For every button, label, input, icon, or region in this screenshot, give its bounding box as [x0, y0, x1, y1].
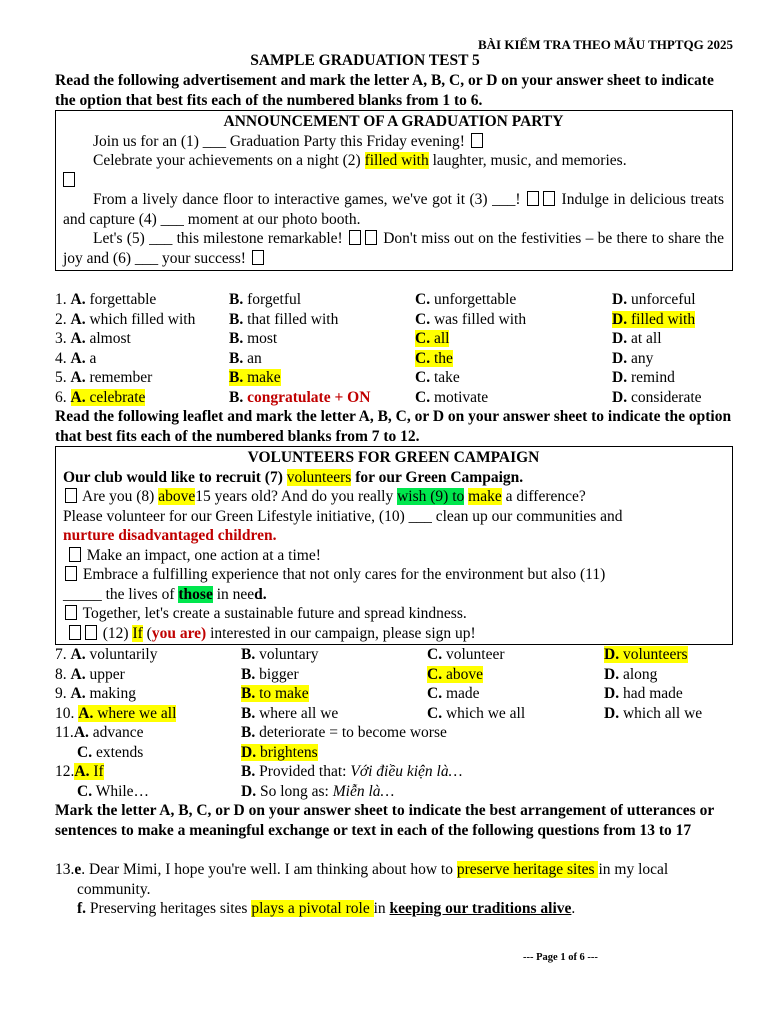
advertisement-box [55, 110, 733, 271]
question-row [55, 349, 733, 369]
option-c: unforgettable [433, 291, 517, 308]
option-c: volunteer [445, 646, 505, 663]
leaflet-line-3: Please volunteer for our Green Lifestyle initiative, (10) ___ clean up our communities and [63, 507, 623, 525]
option-c: which we all [445, 704, 526, 722]
leaflet-green-highlight: those [178, 585, 213, 603]
q-number: 3. [55, 330, 67, 347]
option-letter: D. [241, 743, 257, 761]
option-d: along [622, 665, 658, 683]
answer-highlight [241, 744, 318, 761]
page-footer: --- Page 1 of 6 --- [523, 952, 598, 963]
option-letter: B. [241, 646, 256, 663]
option-b: to make [259, 685, 309, 702]
ad-line-4-end: Don't miss out on the festivities – be there to share the joy and (6) ___ your success! [63, 230, 724, 267]
option-c: made [445, 685, 480, 702]
option-letter: A. [70, 685, 86, 702]
leaflet-red-note: nurture disadvantaged children. [63, 527, 277, 544]
instruction-1: Read the following advertisement and mark the letter A, B, C, or D on your answer sheet to indicate the option that best fits each of the numbered blanks from 1 to 6. [55, 72, 714, 109]
q13-text: in [373, 900, 390, 917]
option-d: unforceful [630, 291, 696, 308]
question-row [55, 368, 733, 388]
option-b: that filled with [247, 310, 339, 328]
page-title: SAMPLE GRADUATION TEST 5 [250, 52, 480, 69]
option-letter: C. [427, 685, 443, 702]
leaflet-line-4: Make an impact, one action at a time! [82, 546, 321, 564]
answer-highlight [71, 389, 146, 406]
option-letter: C. [415, 388, 431, 406]
emoji-icon [252, 250, 264, 265]
emoji-icon [69, 625, 81, 640]
option-letter: B. [241, 685, 256, 702]
option-letter: C. [415, 349, 431, 367]
option-letter: C. [415, 310, 431, 328]
option-a: voluntarily [89, 646, 158, 663]
option-b: forgetful [247, 291, 302, 308]
option-letter: C. [77, 743, 93, 761]
q13-line-e [55, 860, 733, 899]
question-row [55, 704, 733, 724]
option-letter: D. [604, 685, 620, 702]
option-letter: B. [229, 310, 244, 328]
leaflet-paren: ( [142, 624, 152, 642]
option-c: While… [95, 782, 150, 800]
option-a: upper [89, 665, 125, 683]
leaflet-line-1-end: for our Green Campaign. [351, 468, 524, 486]
option-letter: D. [604, 646, 620, 663]
q-number: 13. [55, 861, 75, 878]
q-number: 12. [55, 763, 75, 780]
option-letter: D. [612, 349, 628, 367]
option-a: advance [92, 724, 144, 741]
option-letter: C. [77, 782, 93, 800]
question-row [55, 290, 733, 310]
emoji-icon [543, 191, 555, 206]
question-row [55, 743, 733, 763]
emoji-icon [527, 191, 539, 206]
option-d: So long as: [259, 782, 333, 800]
option-d: which all we [622, 704, 703, 722]
option-letter: B. [229, 291, 244, 308]
option-c: was filled with [433, 310, 527, 328]
option-letter: C. [415, 291, 431, 308]
option-letter: A. [70, 349, 86, 367]
leaflet-highlight: above [158, 488, 196, 505]
option-letter: D. [604, 665, 620, 683]
underlined-phrase: keeping our traditions alive [389, 900, 572, 917]
leaflet-line-8: (12) [98, 624, 133, 642]
ad-line-3: From a lively dance floor to interactive games, we've got it (3) ___! [93, 191, 521, 208]
option-letter: D. [604, 704, 620, 722]
option-c: extends [95, 743, 144, 761]
q-number: 4. [55, 349, 67, 367]
option-d: filled with [630, 310, 696, 328]
option-b: where all we [259, 704, 339, 722]
ad-highlight: filled with [364, 152, 429, 169]
option-b-note: congratulate + ON [247, 388, 371, 406]
option-letter: B. [229, 388, 244, 406]
option-d: brightens [259, 743, 318, 761]
ad-title: ANNOUNCEMENT OF A GRADUATION PARTY [223, 113, 564, 130]
answer-highlight [415, 330, 449, 347]
exam-header: BÀI KIỂM TRA THEO MẪU THPTQG 2025 [478, 37, 733, 52]
option-d: considerate [630, 388, 702, 406]
option-letter: f. [77, 900, 87, 917]
option-c: take [433, 369, 460, 386]
option-b: bigger [259, 665, 299, 683]
answer-highlight [415, 350, 453, 367]
option-letter: D. [612, 330, 628, 347]
q13-text: . Dear Mimi, I hope you're well. I am thinking about how to [81, 861, 457, 878]
option-letter: D. [612, 388, 628, 406]
answer-highlight [612, 311, 695, 328]
option-letter: A. [73, 724, 89, 741]
option-b: deteriorate = to become worse [259, 724, 447, 741]
leaflet-line-6-end: d. [254, 585, 267, 603]
answer-highlight [229, 369, 281, 386]
leaflet-line-6-mid: in nee [212, 585, 255, 603]
option-c: motivate [433, 388, 489, 406]
question-row [55, 782, 733, 802]
option-c: the [433, 349, 453, 367]
option-letter: B. [229, 330, 244, 347]
option-a: which filled with [89, 310, 196, 328]
option-letter: A. [70, 665, 86, 683]
option-letter: A. [70, 310, 86, 328]
option-a: making [89, 685, 136, 702]
leaflet-line-7: Together, let's create a sustainable future and spread kindness. [79, 605, 467, 622]
ad-line-1: Join us for an (1) ___ Graduation Party this Friday evening! [93, 132, 465, 150]
emoji-icon [365, 230, 377, 245]
q-number: 1. [55, 291, 67, 308]
option-letter: A. [74, 763, 90, 780]
option-d: had made [622, 685, 683, 702]
option-letter: e [74, 861, 82, 878]
option-b: most [247, 330, 278, 347]
question-row [55, 665, 733, 685]
answer-highlight [604, 646, 688, 663]
option-letter: C. [427, 646, 443, 663]
option-letter: A. [78, 704, 94, 722]
option-a: almost [89, 330, 131, 347]
answer-highlight [74, 763, 103, 780]
leaflet-line-6: _____ the lives of [63, 585, 179, 603]
answer-highlight [241, 685, 309, 702]
option-d: remind [630, 369, 675, 386]
option-a: remember [89, 369, 153, 386]
option-d-translation: Miễn là… [332, 782, 395, 800]
emoji-icon [65, 605, 77, 620]
instruction-3: Mark the letter A, B, C, or D on your answer sheet to indicate the best arrangement of utterances or sentences to make a meaningful exchange or text in each of the following questions from 13 to 17 [55, 802, 714, 839]
leaflet-highlight: volunteers [286, 468, 352, 486]
question-row [55, 310, 733, 330]
option-letter: B. [241, 704, 256, 722]
option-letter: D. [612, 310, 628, 328]
ad-line-2: Celebrate your achievements on a night (2) [93, 152, 365, 169]
q13-line-f [55, 899, 733, 919]
option-a: If [93, 763, 104, 780]
option-letter: B. [229, 349, 244, 367]
q13-text: Preserving heritages sites [86, 900, 252, 917]
option-b: an [247, 349, 262, 367]
option-letter: B. [241, 665, 256, 683]
leaflet-green-highlight: wish (9) to [397, 488, 465, 505]
leaflet-highlight: If [132, 624, 143, 642]
option-b: voluntary [259, 646, 319, 663]
question-row [55, 762, 733, 782]
q-number: 7. [55, 646, 67, 663]
questions-7-12 [55, 645, 733, 801]
question-13 [55, 860, 733, 919]
q-number: 9. [55, 685, 67, 702]
leaflet-box [55, 446, 733, 645]
option-letter: B. [229, 369, 244, 386]
answer-highlight [427, 666, 483, 683]
q-number: 11. [55, 724, 74, 741]
question-row [55, 388, 733, 408]
emoji-icon [63, 172, 75, 187]
option-d: any [630, 349, 654, 367]
option-c: all [433, 330, 450, 347]
instruction-2: Read the following leaflet and mark the letter A, B, C, or D on your answer sheet to indicate the option that best fits each of the numbered blanks from 7 to 12. [55, 408, 732, 445]
question-row [55, 329, 733, 349]
question-row [55, 723, 733, 743]
q-number: 5. [55, 369, 67, 386]
emoji-icon [85, 625, 97, 640]
answer-highlight [78, 705, 176, 722]
leaflet-highlight: make [468, 488, 502, 505]
leaflet-line-2-mid: 15 years old? And do you really [195, 488, 398, 505]
emoji-icon [65, 566, 77, 581]
option-letter: C. [427, 665, 443, 683]
q-number: 10. [55, 704, 75, 722]
q-number: 6. [55, 388, 67, 406]
leaflet-line-1: Our club would like to recruit (7) [63, 468, 287, 486]
option-b: Provided that: [259, 763, 351, 780]
questions-1-6 [55, 290, 733, 407]
option-letter: B. [241, 724, 256, 741]
ad-line-4: Let's (5) ___ this milestone remarkable! [93, 230, 343, 247]
leaflet-line-2-end: a difference? [501, 488, 586, 505]
q-number: 8. [55, 665, 67, 683]
option-d: volunteers [622, 646, 688, 663]
q-number: 2. [55, 310, 67, 328]
option-a: forgettable [89, 291, 157, 308]
emoji-icon [349, 230, 361, 245]
emoji-icon [69, 547, 81, 562]
ad-line-3-end: Indulge in delicious treats and capture (4) ___ moment at our photo booth. [63, 191, 725, 228]
q13-text: in my local community. [77, 861, 669, 898]
option-letter: A. [70, 330, 86, 347]
option-letter: C. [415, 369, 431, 386]
emoji-icon [471, 133, 483, 148]
answer-highlight: preserve heritage sites [456, 861, 599, 878]
option-letter: B. [241, 763, 256, 780]
emoji-icon [65, 488, 77, 503]
ad-line-2-end: laughter, music, and memories. [428, 152, 627, 169]
option-letter: D. [241, 782, 257, 800]
option-b: make [247, 369, 281, 386]
leaflet-red-note: you are) [151, 624, 207, 642]
option-a: celebrate [89, 388, 146, 406]
option-d: at all [630, 330, 662, 347]
option-letter: A. [70, 369, 86, 386]
option-letter: C. [415, 330, 431, 347]
answer-highlight: plays a pivotal role [251, 900, 374, 917]
leaflet-line-8-end: interested in our campaign, please sign up! [206, 624, 476, 642]
option-c: above [445, 665, 483, 683]
option-a: a [89, 349, 97, 367]
q13-text: . [571, 900, 576, 917]
question-row [55, 684, 733, 704]
leaflet-line-5: Embrace a fulfilling experience that not only cares for the environment but also (11) [79, 566, 606, 583]
leaflet-title: VOLUNTEERS FOR GREEN CAMPAIGN [247, 449, 540, 466]
option-letter: D. [612, 291, 628, 308]
option-b-translation: Với điều kiện là… [350, 763, 463, 780]
option-letter: A. [70, 646, 86, 663]
question-row [55, 645, 733, 665]
option-letter: A. [70, 291, 86, 308]
leaflet-line-2: Are you (8) [79, 488, 159, 505]
option-letter: C. [427, 704, 443, 722]
option-letter: A. [70, 388, 86, 406]
option-a: where we all [97, 704, 177, 722]
option-letter: D. [612, 369, 628, 386]
